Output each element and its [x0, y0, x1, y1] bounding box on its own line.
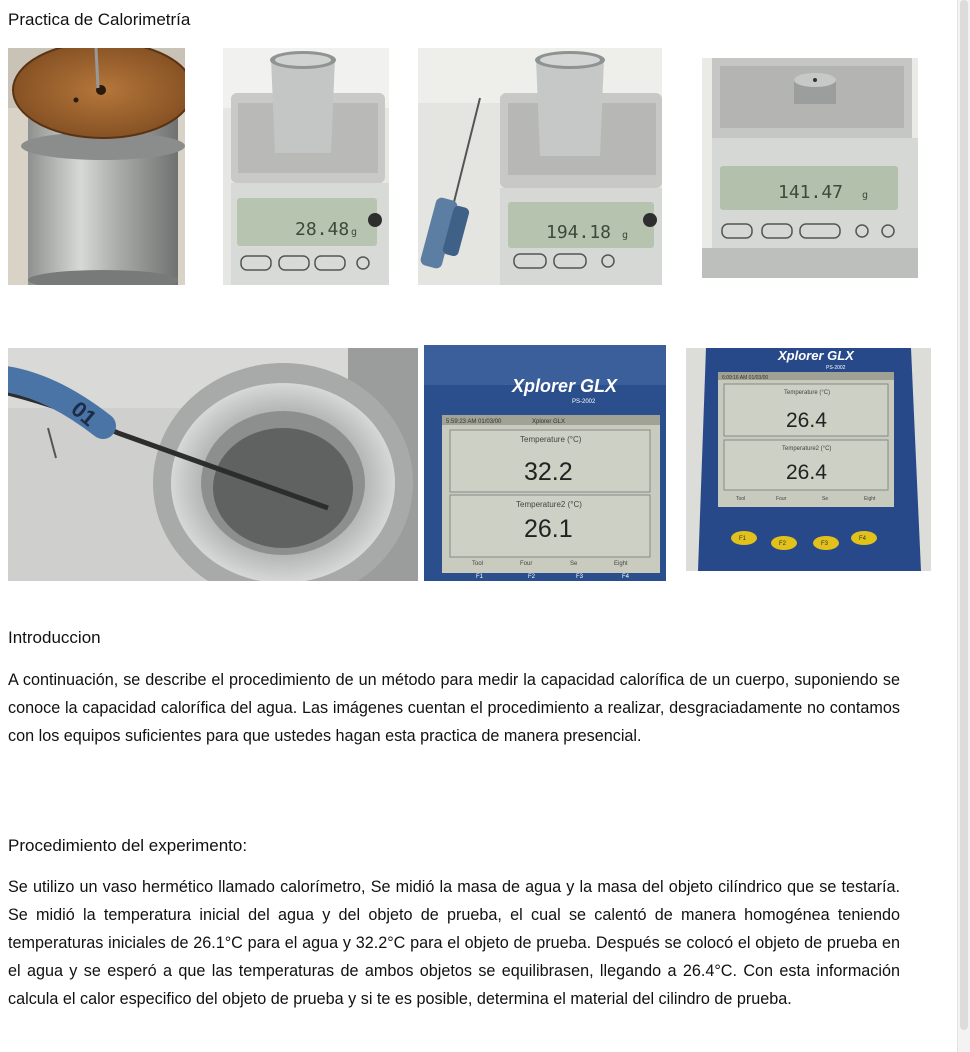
glx2-brand: Xplorer GLX [778, 348, 854, 363]
procedure-paragraph: Se utilizo un vaso hermético llamado calorímetro, Se midió la masa de agua y la masa del objeto cilíndrico que se testaría. Se midió la temperatura inicial del agua y del objeto de prueba, el cual se calentó de manera homogénea teniendo temperaturas iniciales de 26.1°C para el agua y 32.2°C para el objeto de prueba. Después se colocó el objeto de prueba en el agua y se esperó a que las temperaturas de ambos objetos se equilibrasen, llegando a 26.4°C. Con esta información calcula el calor especifico del objeto de prueba y si te es posible, determina el material del cilindro de prueba. [8, 878, 900, 1008]
scrollbar-thumb[interactable] [960, 0, 968, 1030]
glx-model: PS-2002 [572, 399, 596, 405]
glx1-tab-3: Se [570, 561, 578, 567]
probe-label: 01 [66, 396, 102, 432]
glx1-tab-4: Eight [614, 561, 628, 567]
glx2-label2: Temperature2 (°C) [782, 446, 832, 452]
glx2-status: 6:09:16 AM 01/03/00 [722, 375, 769, 381]
glx1-status: 5:59:23 AM 01/03/00 [446, 419, 502, 425]
scale-photo-2 [418, 48, 662, 285]
scale1-unit: g [351, 227, 358, 238]
glx2-tab-3: Se [822, 496, 829, 502]
glx1-f4: F4 [622, 574, 630, 580]
scale3-unit: g [862, 190, 869, 201]
glx1-value2: 26.1 [524, 515, 573, 543]
glx2-f4: F4 [859, 536, 867, 542]
vertical-scrollbar[interactable] [957, 0, 970, 1052]
glx1-f3: F3 [576, 574, 584, 580]
glx1-value1: 32.2 [524, 458, 573, 486]
glx1-header: Xplorer GLX [532, 419, 566, 425]
glx2-value2: 26.4 [786, 461, 827, 484]
procedure-heading: Procedimiento del experimento: [8, 836, 248, 855]
glx2-f3: F3 [821, 541, 829, 547]
scale2-unit: g [622, 230, 629, 241]
glx1-tab-2: Four [520, 561, 533, 567]
scale1-reading: 28.48 [295, 219, 350, 240]
probe-in-calorimeter-photo [8, 348, 418, 581]
glx1-label2: Temperature2 (°C) [516, 500, 582, 509]
glx1-f2: F2 [528, 574, 536, 580]
intro-heading: Introduccion [8, 628, 101, 647]
glx2-f2: F2 [779, 541, 787, 547]
glx2-tab-2: Four [776, 496, 787, 502]
glx1-tab-1: Tool [472, 561, 484, 567]
glx-photo-final [686, 348, 931, 571]
glx2-f1: F1 [739, 536, 747, 542]
glx2-tab-1: Tool [736, 496, 746, 502]
glx-brand: Xplorer GLX [512, 376, 618, 396]
scale-photo-1 [223, 48, 389, 285]
glx2-value1: 26.4 [786, 409, 827, 432]
scale3-reading: 141.47 [778, 182, 844, 203]
glx1-f1: F1 [476, 574, 484, 580]
scale2-reading: 194.18 [546, 222, 612, 243]
glx-photo-initial [424, 345, 666, 581]
calorimeter-photo [8, 48, 185, 285]
page-title: Practica de Calorimetría [8, 10, 191, 29]
scale-photo-3 [702, 58, 918, 278]
intro-paragraph: A continuación, se describe el procedimiento de un método para medir la capacidad calorífica de un cuerpo, suponiendo se conoce la capacidad calorífica del agua. Las imágenes cuentan el procedimiento a realizar, desgraciadamente no contamos con los equipos suficientes para que ustedes hagan esta practica de manera presencial. [8, 671, 900, 745]
glx2-tab-4: Eight [864, 496, 876, 502]
glx2-label1: Temperature (°C) [784, 390, 831, 396]
glx1-label1: Temperature (°C) [520, 435, 582, 444]
glx2-model: PS-2002 [826, 365, 846, 371]
